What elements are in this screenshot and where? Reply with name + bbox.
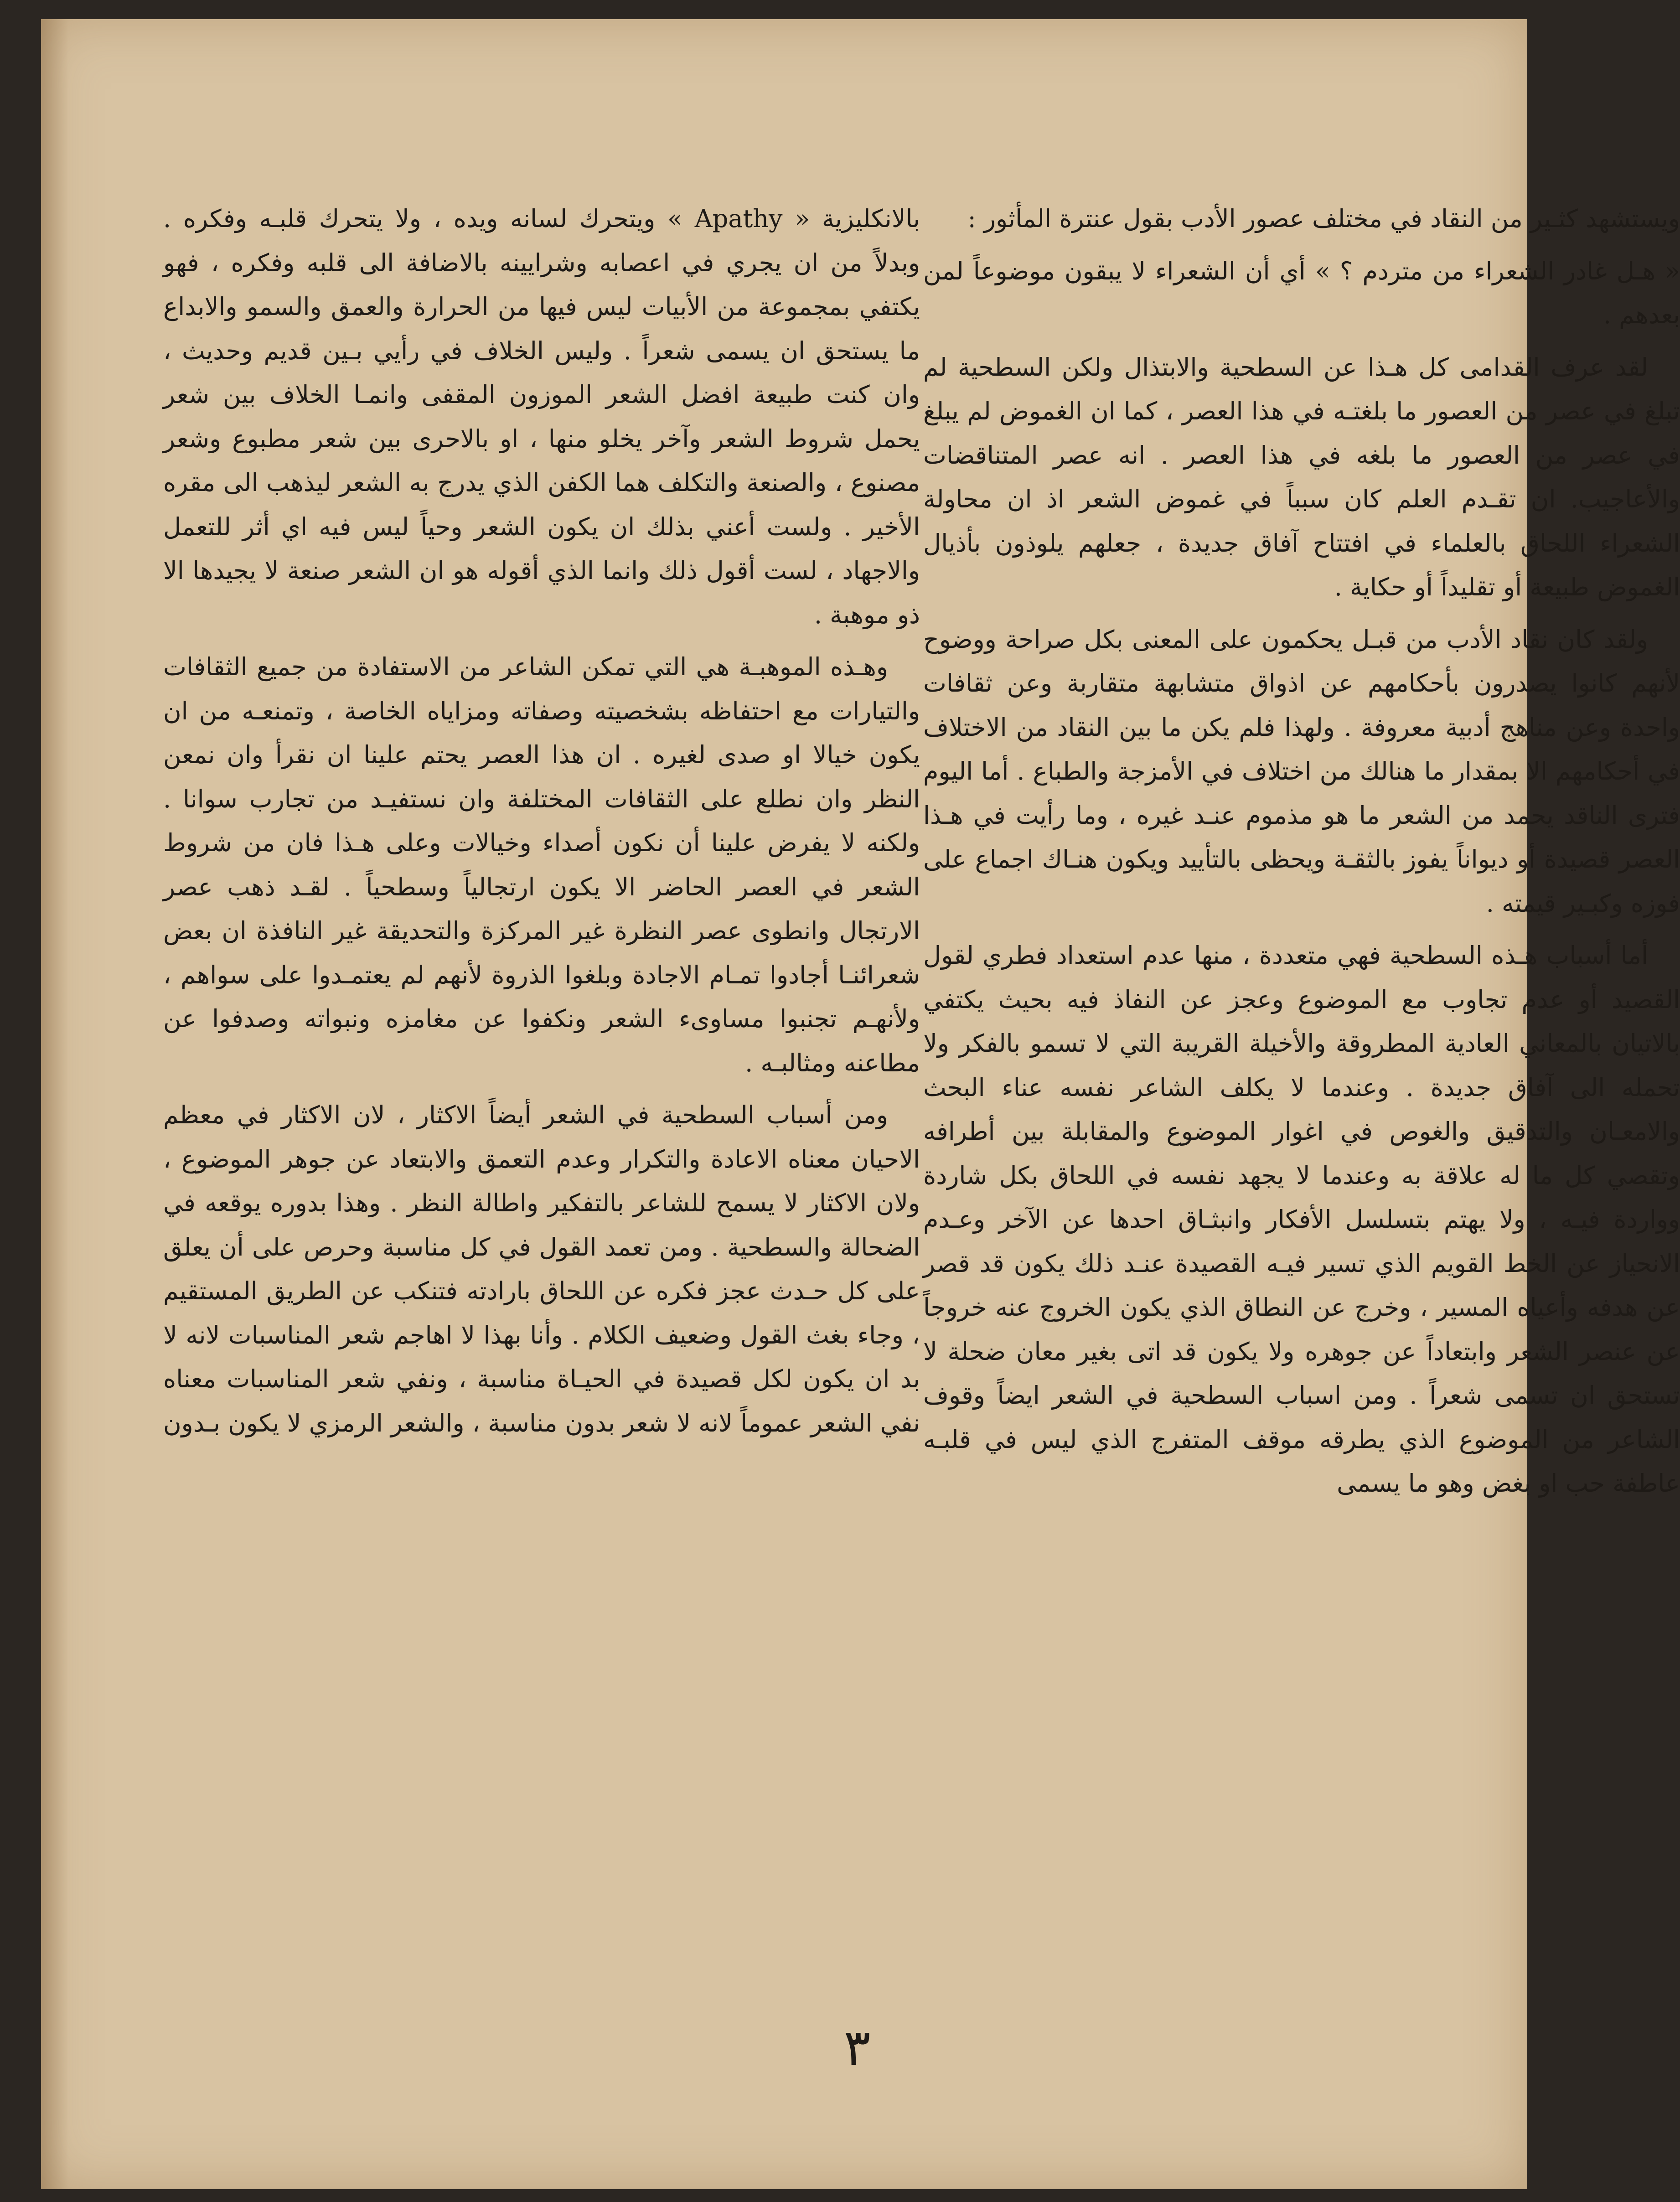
- paragraph: ولقد كان نقاد الأدب من قبـل يحكمون على المعنى بكل صراحة ووضوح لأنهم كانوا يصدرون بأحكامهم عن اذواق متشابهة متقاربة وعن ثقافات واحدة وعن مناهج أدبية معروفة . ولهذا فلم يكن ما بين النقاد من الاختلاف في أحكامهم الا بمقدار ما هنالك من اختلاف في الأمزجة والطباع . أما اليوم فترى الناقد يحمد من الشعر ما هو مذموم عنـد غيره ، وما رأيت في هـذا العصر قصيدة أو ديواناً يفوز بالثقـة ويحظى بالتأييد ويكون هنـاك اجماع على فوزه وكبـير قيمته .: [923, 625, 1680, 918]
- paragraph: أما أسباب هـذه السطحية فهي متعددة ، منها عدم استعداد فطري لقول القصيد أو عدم تجاوب مع الموضوع وعجز عن النفاذ فيه بحيث يكتفي بالاتيان بالمعاني العادية المطروقة والأخيلة القريبة التي لا تسمو بالفكر ولا تحمله الى آفاق جديدة . وعندما لا يكلف الشاعر نفسه عناء البحث والامعـان والتدقيق والغوص في اغوار الموضوع والمقابلة بين أطرافه وتقصي كل ما له علاقة به وعندما لا يجهد نفسه في اللحاق بكل شاردة وواردة فيـه ، ولا يهتم بتسلسل الأفكار وانبثـاق احدها عن الآخر وعـدم الانحياز عن الخط القويم الذي تسير فيـه القصيدة عنـد ذلك يكون قد قصر عن هدفه وأعياه المسير ، وخرج عن النطاق الذي يكون الخروج عنه خروجاً عن عنصر الشعر وابتعاداً عن جوهره ولا يكون قد اتى بغير معان ضحلة لا تستحق ان تسمى شعراً . ومن اسباب السطحية في الشعر ايضاً وقوف الشاعر من الموضوع الذي يطرقه موقف المتفرج الذي ليس في قلبـه عاطفة حب او بغض وهو ما يسمى: [923, 941, 1680, 1498]
- paragraph: ومن أسباب السطحية في الشعر أيضاً الاكثار ، لان الاكثار في معظم الاحيان معناه الاعادة والتكرار وعدم التعمق والابتعاد عن جوهر الموضوع ، ولان الاكثار لا يسمح للشاعر بالتفكير واطالة النظر . وهذا بدوره يوقعه في الضحالة والسطحية . ومن تعمد القول في كل مناسبة وحرص على أن يعلق على كل حـدث عجز فكره عن اللحاق بارادته فتنكب عن الطريق المستقيم ، وجاء بغث القول وضعيف الكلام . وأنا بهذا لا اهاجم شعر المناسبات لانه لا بد ان يكون لكل قصيدة في الحيـاة مناسبة ، ونفي شعر المناسبات معناه نفي الشعر عموماً لانه لا شعر بدون مناسبة ، والشعر الرمزي لا يكون بـدون: [163, 1101, 920, 1437]
- paragraph: بالانكليزية « Apathy » ويتحرك لسانه ويده ، ولا يتحرك قلبـه وفكره . وبدلاً من ان يجري في اعصابه وشرايينه بالاضافة الى قلبه وفكره ، فهو يكتفي بمجموعة من الأبيات ليس فيها من الحرارة والعمق والسمو والابداع ما يستحق ان يسمى شعراً . وليس الخلاف في رأيي بـين قديم وحديث ، وان كنت طبيعة افضل الشعر الموزون المقفى وانمـا الخلاف بين شعر يحمل شروط الشعر وآخر يخلو منها ، او بالاحرى بين شعر مطبوع وشعر مصنوع ، والصنعة والتكلف هما الكفن الذي يدرج به الشعر ليذهب الى مقره الأخير . ولست أعني بذلك ان يكون الشعر وحياً ليس فيه اي أثر للتعمل والاجهاد ، لست أقول ذلك وانما الذي أقوله هو ان الشعر صنعة لا يجيدها الا ذو موهبة .: [163, 204, 920, 629]
- right-column: [923, 197, 1680, 1514]
- page-number: ٣: [843, 2018, 871, 2077]
- left-column: [163, 197, 920, 1453]
- paragraph: لقد عرف القدامى كل هـذا عن السطحية والابتذال ولكن السطحية لم تبلغ في عصر من العصور ما بلغتـه في هذا العصر ، كما ان الغموض لم يبلغ في عصر من العصور ما بلغه في هذا العصر . انه عصر المتناقضات والأعاجيب. ان تقـدم العلم كان سبباً في غموض الشعر اذ ان محاولة الشعراء اللحاق بالعلماء في افتتاح آفاق جديدة ، جعلهم يلوذون بأذيال الغموض طبيعة أو تقليداً أو حكاية .: [923, 352, 1680, 601]
- paragraph: ويستشهد كثـير من النقاد في مختلف عصور الأدب بقول عنترة المأثور :: [967, 204, 1680, 233]
- document-page: [41, 19, 1680, 2189]
- paragraph: وهـذه الموهبـة هي التي تمكن الشاعر من الاستفادة من جميع الثقافات والتيارات مع احتفاظه بشخصيته وصفاته ومزاياه الخاصة ، وتمنعـه من ان يكون خيالا او صدى لغيره . ان هذا العصر يحتم علينا ان نقرأ وان نمعن النظر وان نطلع على الثقافات المختلفة وان نستفيـد من تجارب سوانا . ولكنه لا يفرض علينا أن نكون أصداء وخيالات وعلى هـذا فان من شروط الشعر في العصر الحاضر الا يكون ارتجالياً وسطحياً . لقـد ذهب عصر الارتجال وانطوى عصر النظرة غير المركزة والتحديقة غير النافذة ان بعض شعرائنـا أجادوا تمـام الاجادة وبلغوا الذروة لأنهم لم يعتمـدوا على سواهم ، ولأنهـم تجنبوا مساوىء الشعر ونكفوا عن مغامزه ونبواته وصدفوا عن مطاعنه ومثالبـه .: [163, 652, 920, 1077]
- paragraph: « هـل غادر الشعراء من متردم ؟ » أي أن الشعراء لا يبقون موضوعاً لمن بعدهم .: [923, 256, 1680, 329]
- page-binding-shadow: [41, 19, 68, 2189]
